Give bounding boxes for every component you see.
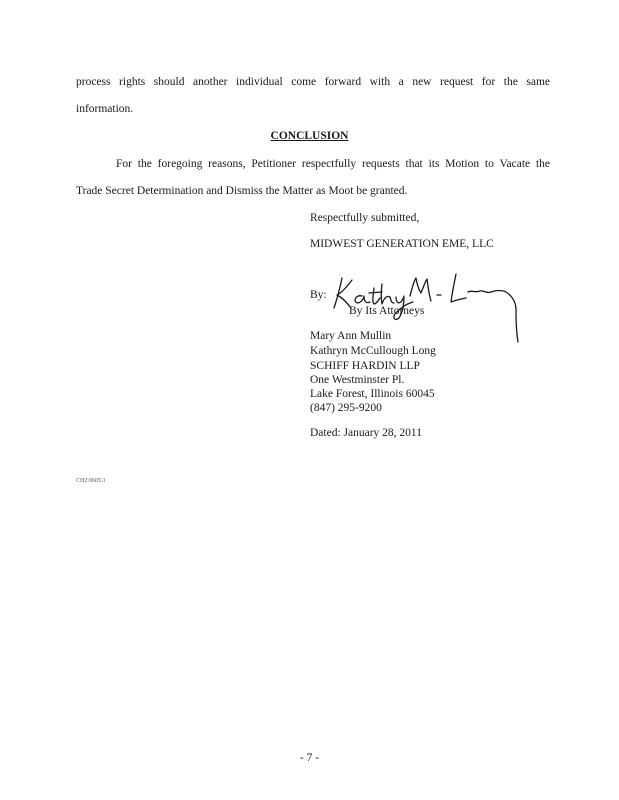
body-line-2: information.	[76, 103, 134, 115]
attorney-line-5: Lake Forest, Illinois 60045	[310, 388, 435, 400]
dated-line: Dated: January 28, 2011	[310, 427, 422, 439]
body-line-1: process rights should another individual come forward with a new request for the same	[76, 76, 550, 88]
attorney-line-4: One Westminster Pl.	[310, 374, 405, 386]
closing-text: Respectfully submitted,	[310, 212, 420, 224]
attorney-line-1: Mary Ann Mullin	[310, 330, 392, 342]
conclusion-line-2: Trade Secret Determination and Dismiss the Matter as Moot be granted.	[76, 185, 408, 197]
attorney-line-3: SCHIFF HARDIN LLP	[310, 360, 420, 372]
attorney-line-6: (847) 295-9200	[310, 402, 382, 414]
conclusion-line-1: For the foregoing reasons, Petitioner respectfully requests that its Motion to Vacate the	[116, 158, 550, 170]
conclusion-heading: CONCLUSION	[270, 130, 349, 142]
document-code: CH2\9605\1	[76, 478, 106, 484]
party-name: MIDWEST GENERATION EME, LLC	[310, 238, 494, 250]
attorney-line-2: Kathryn McCullough Long	[310, 345, 436, 357]
by-attorneys-label: By Its Attorneys	[349, 305, 425, 317]
by-label: By:	[310, 289, 327, 301]
page-number: - 7 -	[299, 752, 320, 764]
